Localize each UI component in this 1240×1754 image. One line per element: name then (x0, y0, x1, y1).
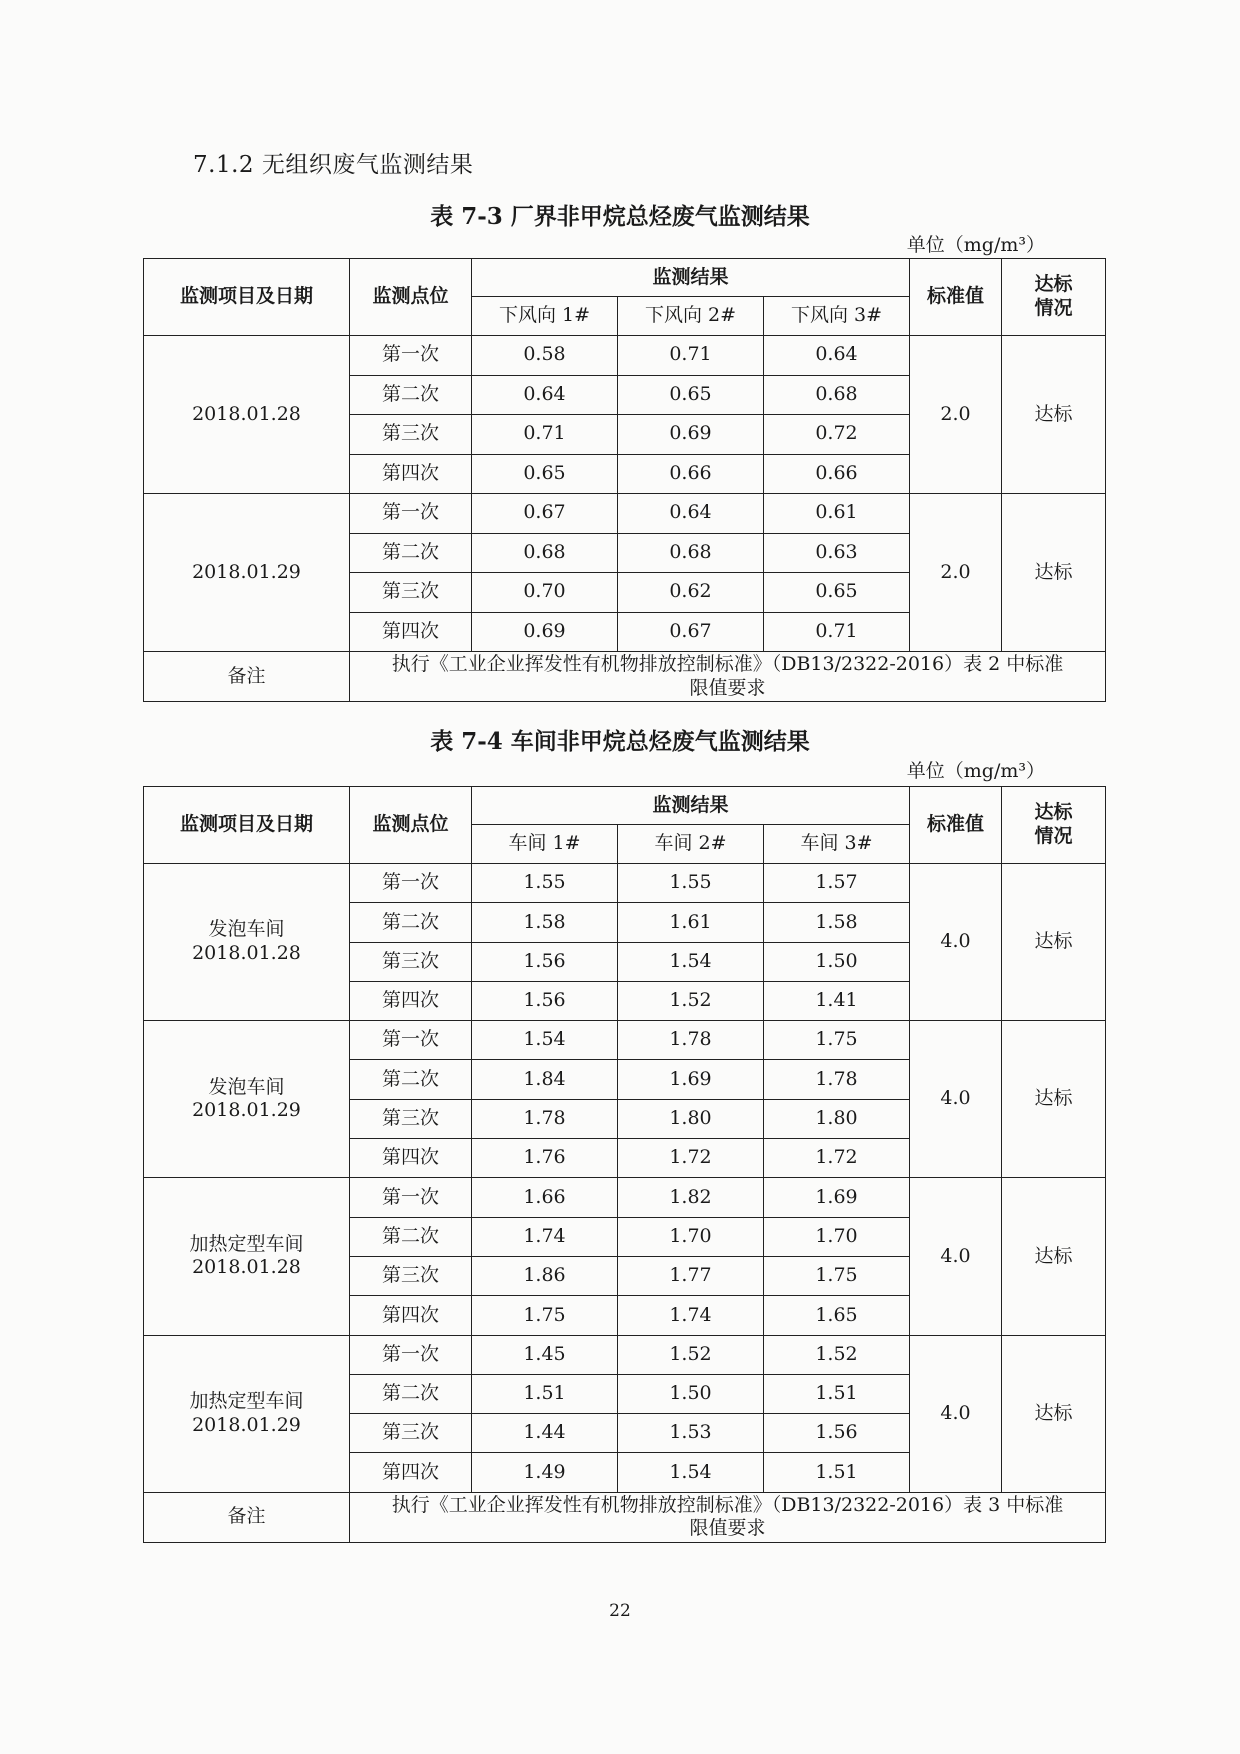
value-cell: 0.64 (618, 494, 764, 534)
value-cell: 1.75 (764, 1256, 910, 1295)
value-cell: 0.67 (618, 612, 764, 652)
value-cell: 1.84 (472, 1060, 618, 1099)
compliance-status: 达标 (1002, 494, 1106, 652)
note-text (350, 1492, 1106, 1542)
compliance-status: 达标 (1002, 1335, 1106, 1492)
value-cell: 0.64 (764, 336, 910, 376)
value-cell: 1.80 (764, 1099, 910, 1138)
monitoring-point: 第一次 (350, 864, 472, 903)
value-cell: 1.44 (472, 1414, 618, 1453)
value-cell: 1.53 (618, 1414, 764, 1453)
header-col-2: 车间 2# (618, 825, 764, 864)
value-cell: 1.82 (618, 1178, 764, 1217)
note-label: 备注 (144, 1492, 350, 1542)
header-status: 达标 情况 (1002, 259, 1106, 336)
monitoring-point: 第二次 (350, 1374, 472, 1413)
monitoring-point: 第三次 (350, 1099, 472, 1138)
page-number: 22 (609, 1601, 631, 1621)
header-results: 监测结果 (472, 259, 910, 297)
group-label: 发泡车间 2018.01.28 (144, 864, 350, 1021)
note-text (350, 652, 1106, 702)
monitoring-point: 第四次 (350, 454, 472, 494)
value-cell: 1.52 (618, 1335, 764, 1374)
monitoring-point: 第一次 (350, 336, 472, 376)
header-item-date: 监测项目及日期 (144, 259, 350, 336)
header-point: 监测点位 (350, 787, 472, 864)
unit-label: 单位（mg/m³） (906, 234, 1045, 256)
monitoring-point: 第三次 (350, 1256, 472, 1295)
compliance-status: 达标 (1002, 336, 1106, 494)
table-row (144, 1021, 1106, 1060)
value-cell: 1.57 (764, 864, 910, 903)
monitoring-table-7-4 (143, 786, 1106, 1543)
standard-value: 2.0 (910, 494, 1002, 652)
monitoring-point: 第二次 (350, 1217, 472, 1256)
value-cell: 1.78 (472, 1099, 618, 1138)
table-caption: 表 7-3 厂界非甲烷总烃废气监测结果 (430, 203, 810, 230)
value-cell: 1.41 (764, 981, 910, 1020)
value-cell: 1.54 (618, 1453, 764, 1492)
monitoring-point: 第二次 (350, 1060, 472, 1099)
value-cell: 1.65 (764, 1296, 910, 1335)
header-item-date: 监测项目及日期 (144, 787, 350, 864)
table-row (144, 494, 1106, 534)
value-cell: 0.58 (472, 336, 618, 376)
value-cell: 1.78 (618, 1021, 764, 1060)
value-cell: 1.58 (764, 903, 910, 942)
value-cell: 0.72 (764, 415, 910, 455)
value-cell: 0.68 (618, 533, 764, 573)
monitoring-point: 第四次 (350, 612, 472, 652)
note-line-1: 执行《工业企业挥发性有机物排放控制标准》（DB13/2322-2016）表 2 中标准 (391, 652, 1064, 675)
standard-value: 4.0 (910, 1178, 1002, 1335)
table-row (144, 1335, 1106, 1374)
value-cell: 1.50 (618, 1374, 764, 1413)
value-cell: 1.51 (472, 1374, 618, 1413)
value-cell: 1.75 (472, 1296, 618, 1335)
value-cell: 1.49 (472, 1453, 618, 1492)
group-label: 发泡车间 2018.01.29 (144, 1021, 350, 1178)
header-status: 达标 情况 (1002, 787, 1106, 864)
monitoring-point: 第一次 (350, 1178, 472, 1217)
standard-value: 4.0 (910, 1021, 1002, 1178)
monitoring-point: 第四次 (350, 1139, 472, 1178)
table-row (144, 1178, 1106, 1217)
value-cell: 1.72 (764, 1139, 910, 1178)
header-col-2: 下风向 2# (618, 297, 764, 336)
value-cell: 1.70 (618, 1217, 764, 1256)
table-row (144, 336, 1106, 376)
compliance-status: 达标 (1002, 1178, 1106, 1335)
note-label: 备注 (144, 652, 350, 702)
note-line-1: 执行《工业企业挥发性有机物排放控制标准》（DB13/2322-2016）表 3 中标准 (391, 1493, 1064, 1516)
standard-value: 4.0 (910, 864, 1002, 1021)
monitoring-point: 第三次 (350, 1414, 472, 1453)
header-col-1: 下风向 1# (472, 297, 618, 336)
value-cell: 1.70 (764, 1217, 910, 1256)
value-cell: 0.68 (764, 375, 910, 415)
header-standard: 标准值 (910, 259, 1002, 336)
value-cell: 1.50 (764, 942, 910, 981)
standard-value: 4.0 (910, 1335, 1002, 1492)
value-cell: 1.76 (472, 1139, 618, 1178)
value-cell: 1.86 (472, 1256, 618, 1295)
header-col-1: 车间 1# (472, 825, 618, 864)
value-cell: 1.56 (472, 942, 618, 981)
value-cell: 0.66 (618, 454, 764, 494)
value-cell: 1.52 (618, 981, 764, 1020)
value-cell: 1.51 (764, 1374, 910, 1413)
value-cell: 1.80 (618, 1099, 764, 1138)
value-cell: 0.65 (472, 454, 618, 494)
header-point: 监测点位 (350, 259, 472, 336)
value-cell: 1.69 (618, 1060, 764, 1099)
monitoring-point: 第三次 (350, 415, 472, 455)
value-cell: 0.62 (618, 573, 764, 613)
monitoring-table-7-3 (143, 258, 1106, 702)
value-cell: 0.64 (472, 375, 618, 415)
monitoring-point: 第四次 (350, 1453, 472, 1492)
value-cell: 0.71 (764, 612, 910, 652)
value-cell: 0.70 (472, 573, 618, 613)
unit-label: 单位（mg/m³） (906, 760, 1045, 782)
value-cell: 0.66 (764, 454, 910, 494)
table-row (144, 864, 1106, 903)
value-cell: 1.77 (618, 1256, 764, 1295)
value-cell: 1.52 (764, 1335, 910, 1374)
value-cell: 1.51 (764, 1453, 910, 1492)
header-col-3: 下风向 3# (764, 297, 910, 336)
value-cell: 0.71 (618, 336, 764, 376)
value-cell: 0.61 (764, 494, 910, 534)
value-cell: 1.75 (764, 1021, 910, 1060)
group-label: 加热定型车间 2018.01.28 (144, 1178, 350, 1335)
monitoring-point: 第二次 (350, 903, 472, 942)
value-cell: 1.55 (472, 864, 618, 903)
table-caption: 表 7-4 车间非甲烷总烃废气监测结果 (430, 728, 810, 755)
monitoring-point: 第二次 (350, 533, 472, 573)
compliance-status: 达标 (1002, 1021, 1106, 1178)
section-title: 7.1.2 无组织废气监测结果 (193, 152, 474, 178)
value-cell: 1.72 (618, 1139, 764, 1178)
note-line-2: 限值要求 (689, 1517, 766, 1540)
compliance-status: 达标 (1002, 864, 1106, 1021)
value-cell: 1.56 (764, 1414, 910, 1453)
value-cell: 1.58 (472, 903, 618, 942)
monitoring-point: 第四次 (350, 1296, 472, 1335)
group-label: 加热定型车间 2018.01.29 (144, 1335, 350, 1492)
value-cell: 1.54 (618, 942, 764, 981)
monitoring-point: 第二次 (350, 375, 472, 415)
standard-value: 2.0 (910, 336, 1002, 494)
value-cell: 1.45 (472, 1335, 618, 1374)
value-cell: 1.74 (472, 1217, 618, 1256)
value-cell: 1.69 (764, 1178, 910, 1217)
monitoring-point: 第一次 (350, 1021, 472, 1060)
value-cell: 0.65 (764, 573, 910, 613)
value-cell: 1.61 (618, 903, 764, 942)
value-cell: 0.63 (764, 533, 910, 573)
value-cell: 0.68 (472, 533, 618, 573)
value-cell: 1.54 (472, 1021, 618, 1060)
monitoring-point: 第三次 (350, 942, 472, 981)
note-line-2: 限值要求 (689, 676, 766, 699)
value-cell: 1.74 (618, 1296, 764, 1335)
header-col-3: 车间 3# (764, 825, 910, 864)
monitoring-point: 第四次 (350, 981, 472, 1020)
monitoring-point: 第三次 (350, 573, 472, 613)
value-cell: 1.55 (618, 864, 764, 903)
header-standard: 标准值 (910, 787, 1002, 864)
value-cell: 1.66 (472, 1178, 618, 1217)
value-cell: 0.69 (618, 415, 764, 455)
monitoring-point: 第一次 (350, 494, 472, 534)
value-cell: 0.71 (472, 415, 618, 455)
monitoring-point: 第一次 (350, 1335, 472, 1374)
value-cell: 0.69 (472, 612, 618, 652)
value-cell: 0.67 (472, 494, 618, 534)
value-cell: 0.65 (618, 375, 764, 415)
group-label: 2018.01.28 (144, 336, 350, 494)
value-cell: 1.56 (472, 981, 618, 1020)
header-results: 监测结果 (472, 787, 910, 825)
value-cell: 1.78 (764, 1060, 910, 1099)
group-label: 2018.01.29 (144, 494, 350, 652)
